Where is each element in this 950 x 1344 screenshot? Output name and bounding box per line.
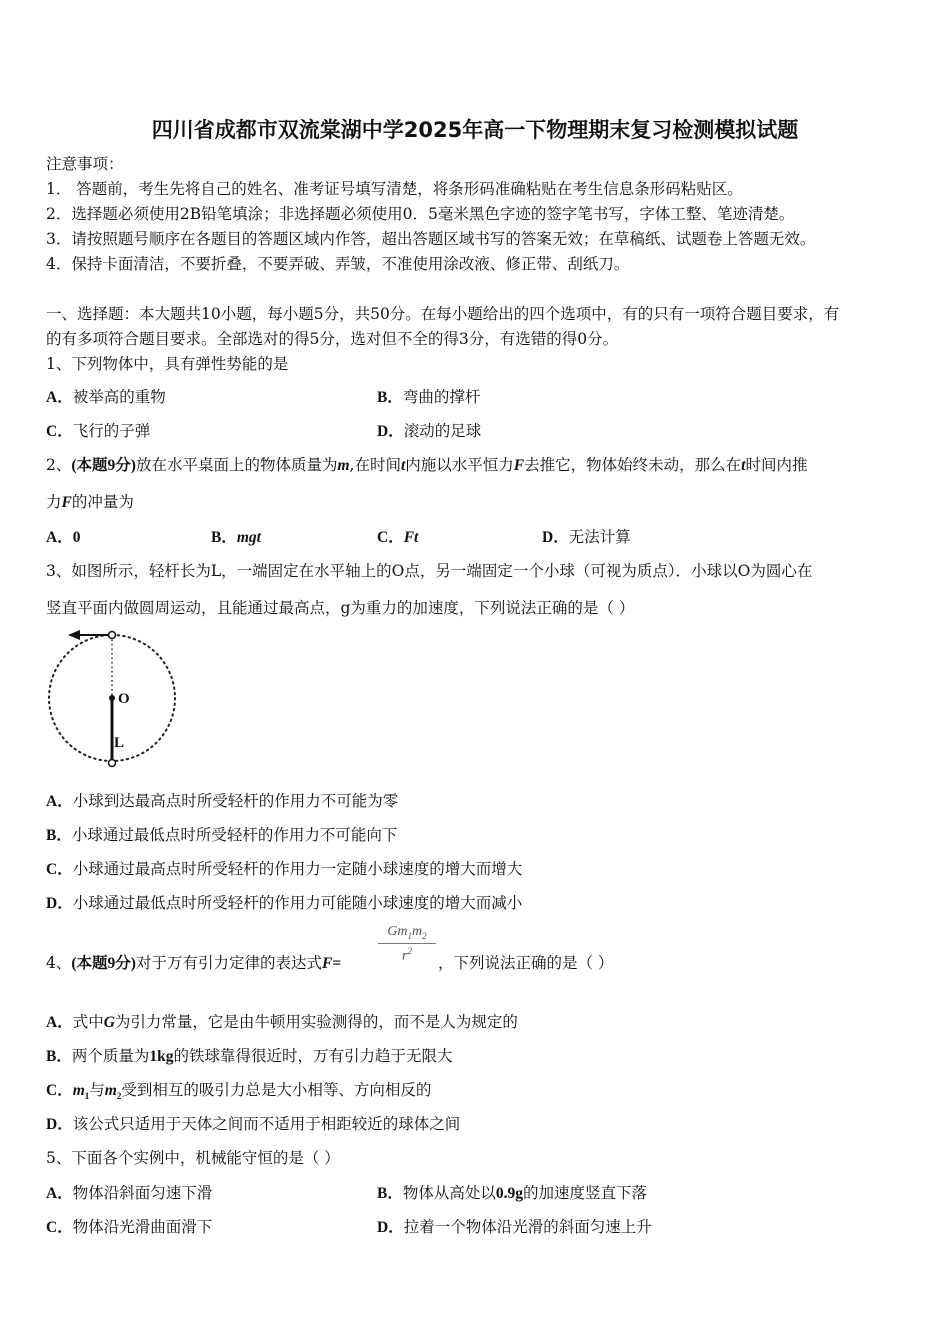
notice-item-4: 4．保持卡面清洁，不要折叠，不要弄破、弄皱，不准使用涂改液、修正带、刮纸刀。 <box>46 255 630 273</box>
q2-option-d: D．无法计算 <box>542 528 631 546</box>
q3-option-b: B．小球通过最低点时所受轻杆的作用力不可能向下 <box>46 826 398 844</box>
q3-option-a: A．小球到达最高点时所受轻杆的作用力不可能为零 <box>46 792 399 810</box>
q4-option-d: D．该公式只适用于天体之间而不适用于相距较近的球体之间 <box>46 1115 461 1133</box>
label-l: L <box>114 735 125 751</box>
q4-stem: 4、(本题9分)对于万有引力定律的表达式F= <box>46 954 342 972</box>
section-instructions-line2: 的有多项符合题目要求。全部选对的得5分，选对但不全的得3分，有选错的得0分。 <box>46 330 619 348</box>
q5-option-b: B．物体从高处以0.9g的加速度竖直下落 <box>377 1184 647 1202</box>
ball-top <box>109 632 116 639</box>
q2-option-a: A．0 <box>46 529 81 546</box>
q3-stem-line2: 竖直平面内做圆周运动，且能通过最高点，g为重力的加速度，下列说法正确的是（ ） <box>46 599 635 617</box>
q1-option-b: B．弯曲的撑杆 <box>377 388 481 406</box>
q2-option-b: B．mgt <box>211 529 261 546</box>
q4-option-a: A．式中G为引力常量，它是由牛顿用实验测得的，而不是人为规定的 <box>46 1013 518 1031</box>
pivot-point <box>109 695 115 701</box>
formula-numerator: $Gm_1m_2$ <box>387 924 427 941</box>
q5-option-c: C．物体沿光滑曲面滑下 <box>46 1218 213 1236</box>
q5-stem: 5、下面各个实例中，机械能守恒的是（ ） <box>46 1149 340 1167</box>
notice-item-3: 3．请按照题号顺序在各题目的答题区域内作答，超出答题区域书写的答案无效；在草稿纸、试题卷上答题无效。 <box>46 230 816 248</box>
q1-stem: 1、下列物体中，具有弹性势能的是 <box>46 355 289 373</box>
formula-denominator: $r^2$ <box>402 945 412 964</box>
q4-option-b: B．两个质量为1kg的铁球靠得很近时，万有引力趋于无限大 <box>46 1047 453 1065</box>
q5-option-d: D．拉着一个物体沿光滑的斜面匀速上升 <box>377 1218 652 1236</box>
page-title: 四川省成都市双流棠湖中学2025年高一下物理期末复习检测模拟试题 <box>151 118 799 142</box>
q3-stem-line1: 3、如图所示，轻杆长为L，一端固定在水平轴上的O点，另一端固定一个小球（可视为质点）．小球以O为圆心在 <box>46 562 813 580</box>
ball-bottom <box>109 760 116 767</box>
q1-option-c: C．飞行的子弹 <box>46 422 151 440</box>
q2-stem-line1: 2、(本题9分)放在水平桌面上的物体质量为m,在时间t内施以水平恒力F去推它，物体始终未动，那么在t时间内推 <box>46 456 808 474</box>
fraction-bar <box>378 943 436 944</box>
notice-item-2: 2．选择题必须使用2B铅笔填涂；非选择题必须使用0．5毫米黑色字迹的签字笔书写，字体工整、笔迹清楚。 <box>46 205 795 223</box>
q4-option-c: C．$m_1$与$m_2$受到相互的吸引力总是大小相等、方向相反的 <box>46 1081 432 1102</box>
q5-option-a: A．物体沿斜面匀速下滑 <box>46 1184 213 1202</box>
q3-circle-diagram <box>40 622 190 777</box>
velocity-arrowhead <box>68 630 80 640</box>
q1-option-d: D．滚动的足球 <box>377 422 482 440</box>
q4-stem-tail: ，下列说法正确的是（ ） <box>438 954 614 972</box>
label-o: O <box>118 691 130 707</box>
q2-stem-line2: 力F的冲量为 <box>46 493 134 511</box>
section-instructions-line1: 一、选择题：本大题共10小题，每小题5分，共50分。在每小题给出的四个选项中，有的只有一项符合题目要求，有 <box>46 305 840 323</box>
q1-option-a: A．被举高的重物 <box>46 388 166 406</box>
q2-option-c: C．Ft <box>377 529 419 546</box>
q4-formula-fraction <box>378 924 436 964</box>
notice-heading: 注意事项： <box>46 155 124 173</box>
q3-option-c: C．小球通过最高点时所受轻杆的作用力一定随小球速度的增大而增大 <box>46 860 523 878</box>
notice-item-1: 1． 答题前，考生先将自己的姓名、准考证号填写清楚，将条形码准确粘贴在考生信息条形码粘贴区。 <box>46 180 743 198</box>
q3-option-d: D．小球通过最低点时所受轻杆的作用力可能随小球速度的增大而减小 <box>46 894 523 912</box>
